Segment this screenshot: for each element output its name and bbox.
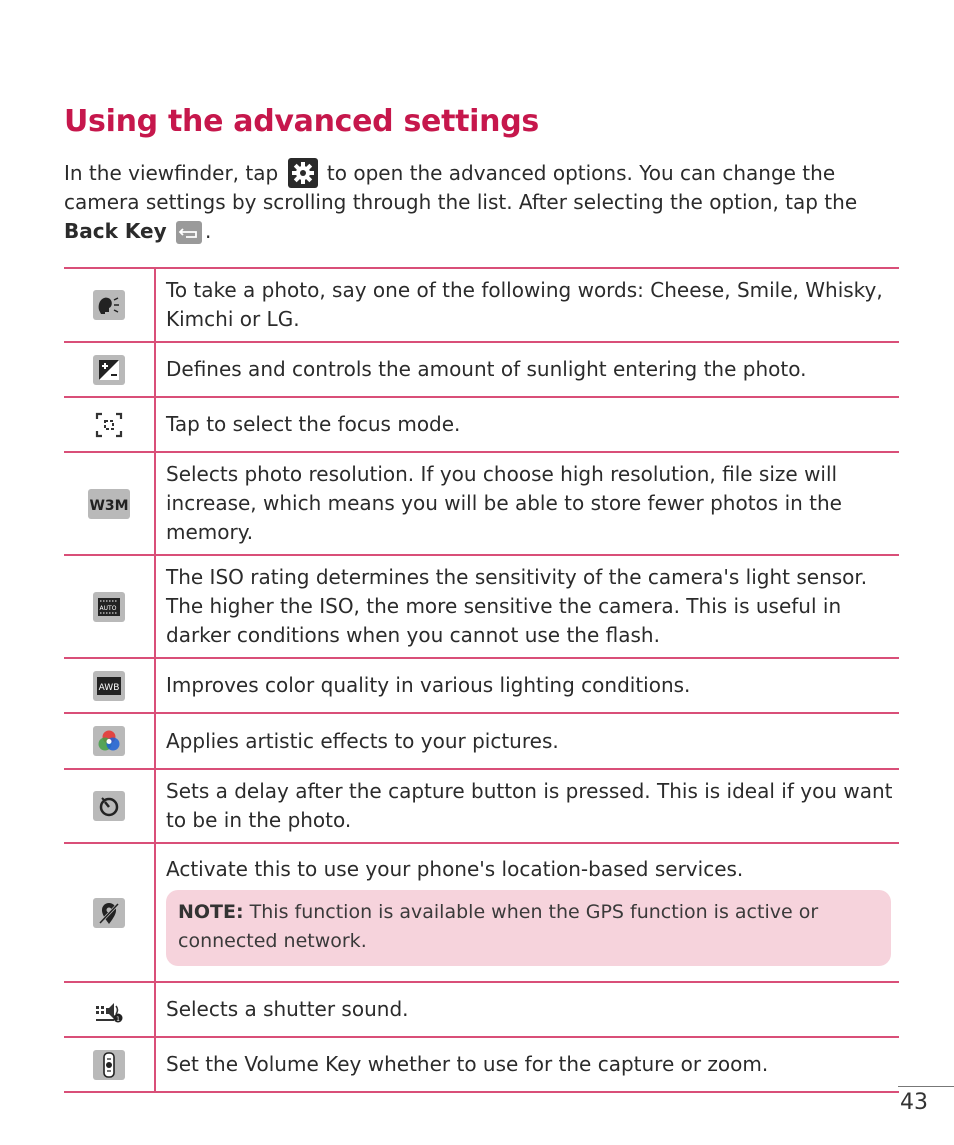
setting-description: Selects photo resolution. If you choose high resolution, file size will increase, which means you will be able to store fewer photos in the memory. [155, 452, 899, 555]
icon-cell [64, 268, 155, 342]
table-row [64, 982, 899, 1037]
note-box [166, 890, 891, 966]
setting-description: The ISO rating determines the sensitivity of the camera's light sensor. The higher the ISO, the more sensitive the camera. This is useful in darker conditions when you cannot use the flash. [155, 555, 899, 658]
intro-text-start: In the viewfinder, tap [64, 161, 279, 185]
geotag-icon [93, 898, 125, 928]
white-balance-icon-label: AWB [98, 682, 120, 693]
icon-cell [64, 982, 155, 1037]
back-key-icon [176, 221, 202, 244]
icon-cell [64, 713, 155, 769]
color-effect-icon [93, 726, 125, 756]
page-number: 43 [900, 1090, 928, 1115]
icon-cell [64, 555, 155, 658]
table-row [64, 452, 899, 555]
table-row [64, 843, 899, 982]
table-row [64, 658, 899, 713]
settings-gear-icon [288, 158, 318, 188]
icon-cell [64, 342, 155, 397]
intro-text-end: . [204, 219, 212, 243]
icon-cell [64, 658, 155, 713]
svg-text:1: 1 [116, 1015, 120, 1023]
resolution-icon-label: W3M [89, 497, 129, 514]
setting-description: Sets a delay after the capture button is pressed. This is ideal if you want to be in the photo. [155, 769, 899, 843]
setting-description: Defines and controls the amount of sunlight entering the photo. [155, 342, 899, 397]
setting-description: Applies artistic effects to your pictures. [155, 713, 899, 769]
table-row [64, 713, 899, 769]
icon-cell [64, 1037, 155, 1092]
table-row [64, 397, 899, 452]
volume-key-icon [93, 1050, 125, 1080]
page-title: Using the advanced settings [64, 104, 539, 139]
voice-shutter-icon [93, 290, 125, 320]
icon-cell [64, 452, 155, 555]
resolution-icon [88, 489, 130, 519]
setting-description: Tap to select the focus mode. [155, 397, 899, 452]
icon-cell [64, 843, 155, 982]
shutter-sound-icon [93, 995, 125, 1025]
brightness-icon [93, 355, 125, 385]
setting-description-with-note [155, 843, 899, 982]
timer-icon [93, 791, 125, 821]
setting-description: Selects a shutter sound. [155, 982, 899, 1037]
note-text: This function is available when the GPS function is active or connected network. [178, 901, 819, 952]
intro-paragraph [64, 158, 904, 246]
icon-cell [64, 397, 155, 452]
table-row [64, 342, 899, 397]
page-number-rule [898, 1086, 954, 1087]
white-balance-icon [93, 671, 125, 701]
table-row [64, 555, 899, 658]
iso-icon-label: AUTO [99, 604, 117, 612]
settings-table [64, 267, 899, 1093]
setting-description: Activate this to use your phone's location-based services. [166, 857, 744, 881]
setting-description: To take a photo, say one of the following words: Cheese, Smile, Whisky, Kimchi or LG. [155, 268, 899, 342]
table-row [64, 769, 899, 843]
note-label: NOTE: [178, 901, 244, 923]
table-row [64, 1037, 899, 1092]
focus-icon [93, 410, 125, 440]
setting-description: Set the Volume Key whether to use for the capture or zoom. [155, 1037, 899, 1092]
back-key-label: Back Key [64, 219, 167, 243]
table-row [64, 268, 899, 342]
iso-icon [93, 592, 125, 622]
setting-description: Improves color quality in various lighting conditions. [155, 658, 899, 713]
icon-cell [64, 769, 155, 843]
intro-text-middle: to open the advanced options. You can change the camera settings by scrolling through the list. After selecting the option, tap the [64, 161, 858, 214]
